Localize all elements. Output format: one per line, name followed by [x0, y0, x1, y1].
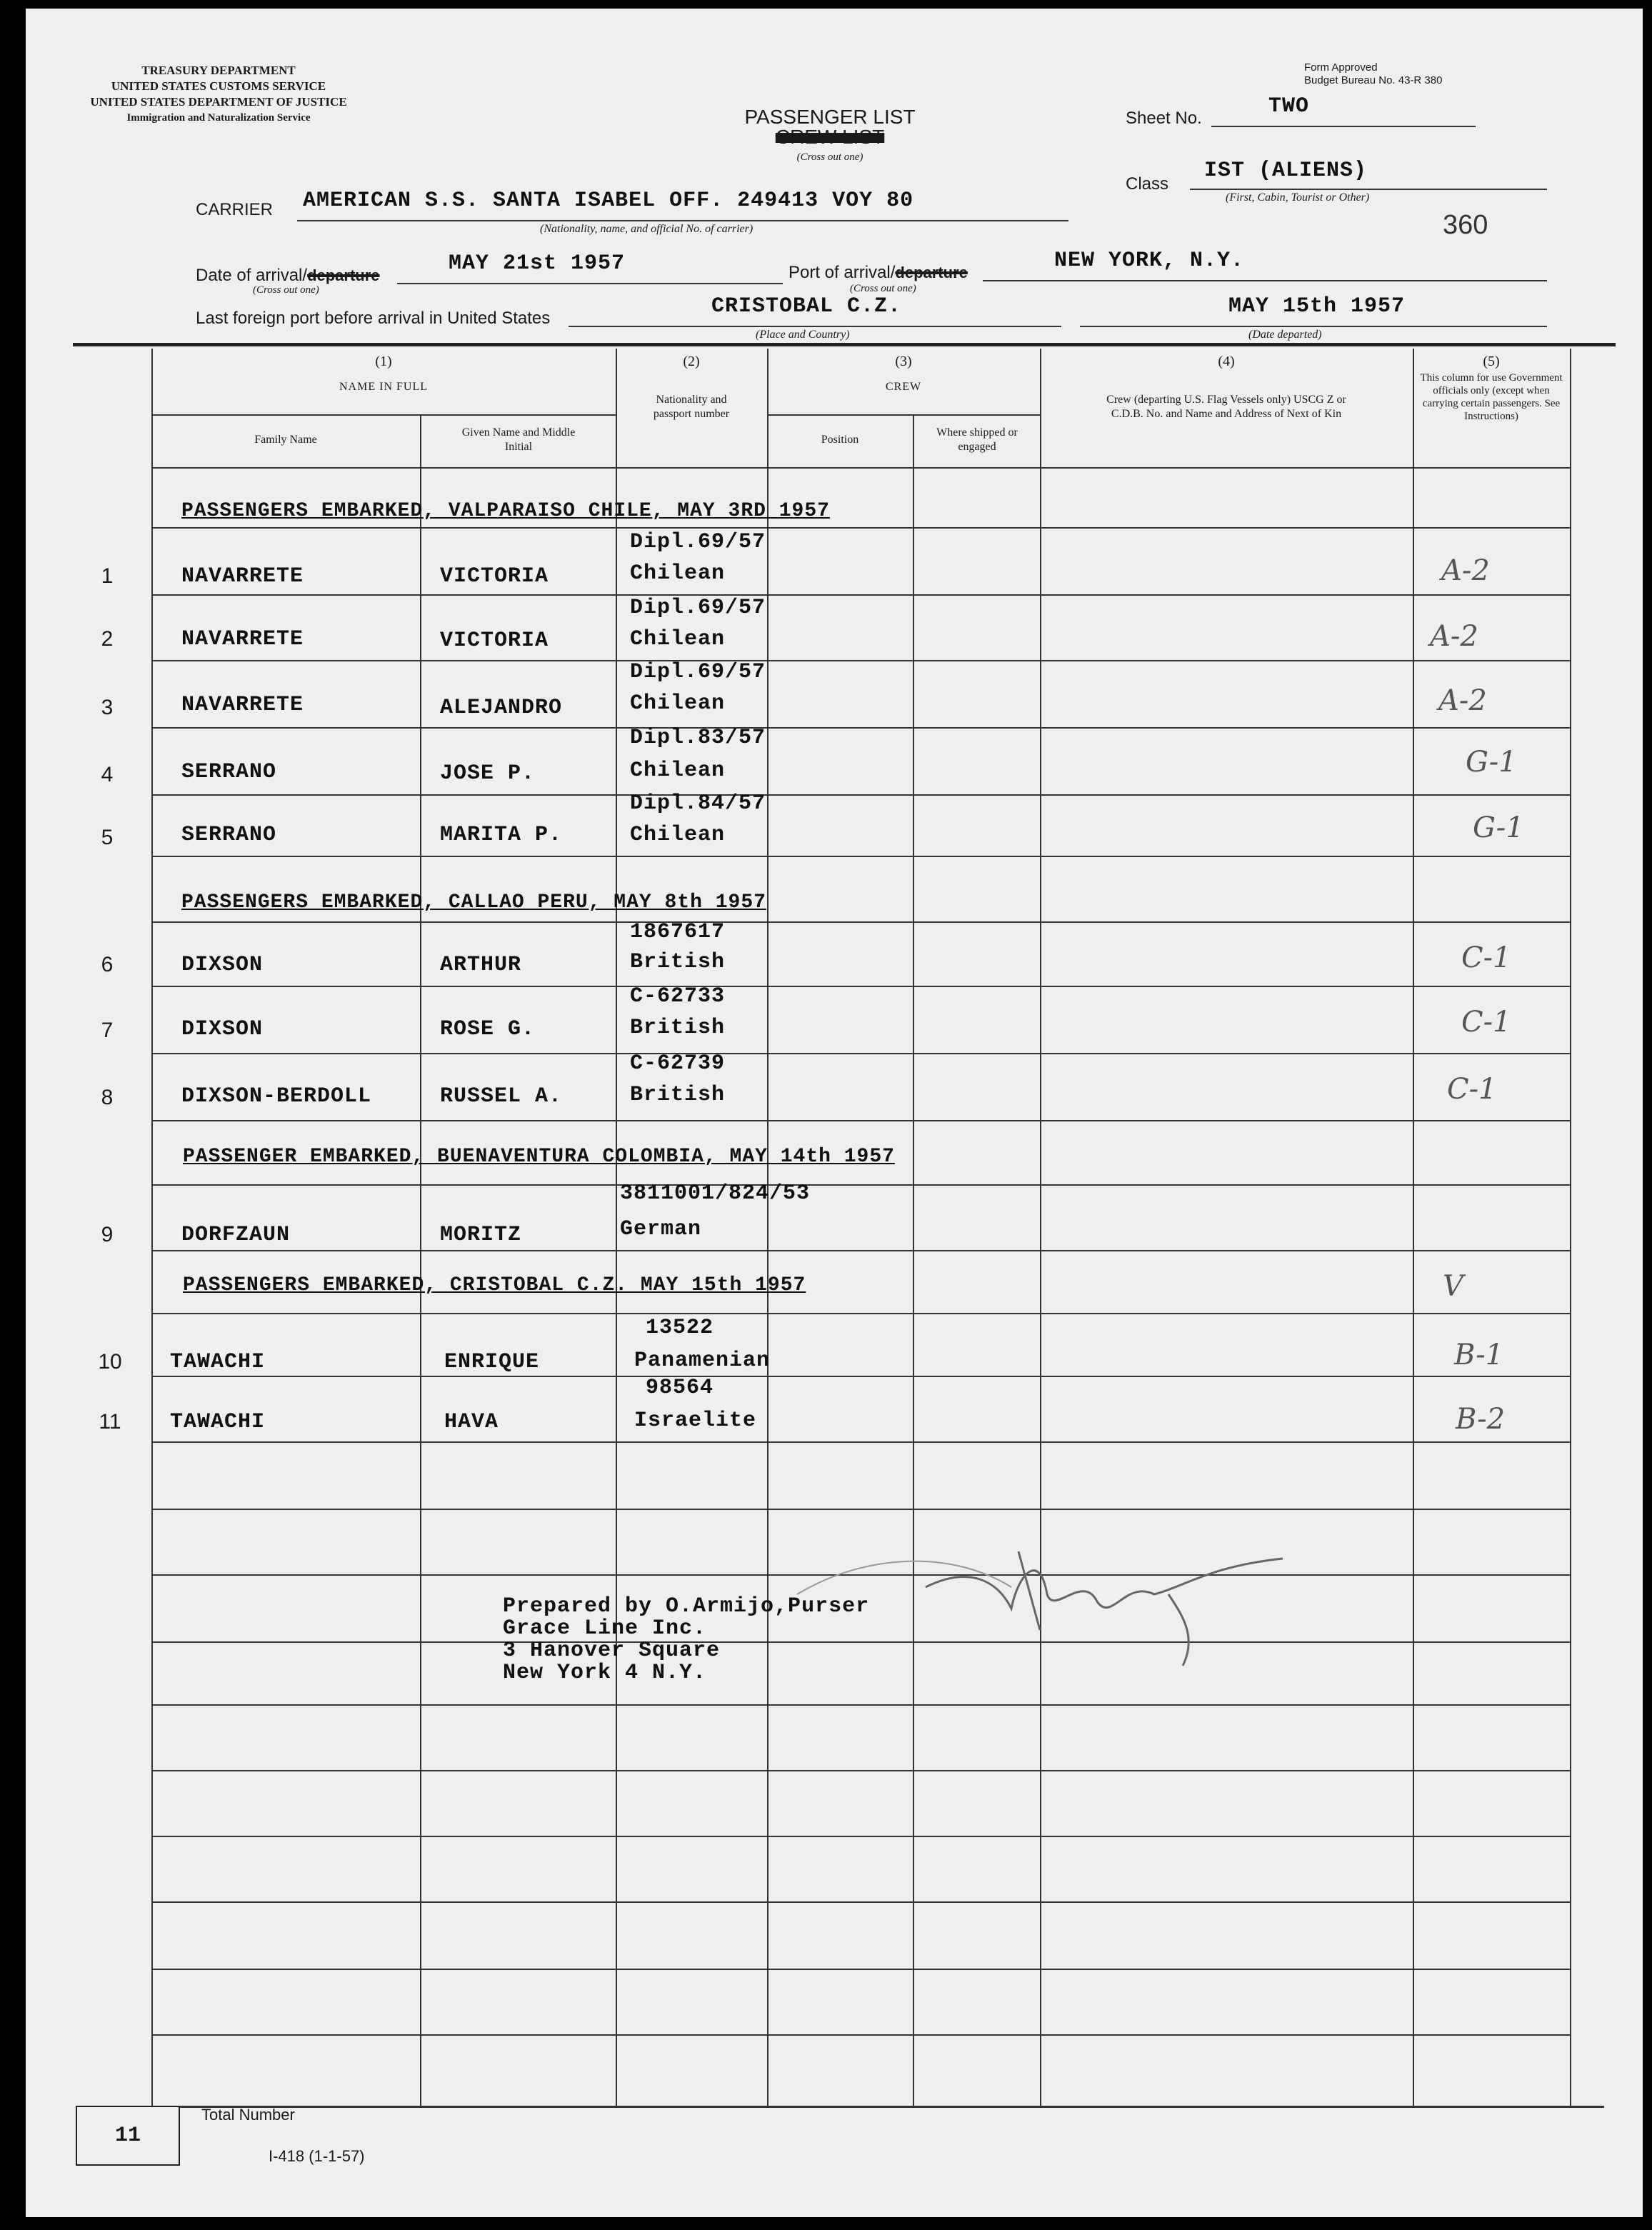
section-header: PASSENGERS EMBARKED, CRISTOBAL C.Z. MAY 15th 1957 — [183, 1274, 806, 1296]
passport-number: Dipl.84/57 — [630, 791, 766, 816]
official-mark: C-1 — [1447, 1073, 1497, 1106]
dept-line: UNITED STATES CUSTOMS SERVICE — [111, 79, 326, 93]
given-name: ROSE G. — [440, 1017, 536, 1041]
title-passenger-list: PASSENGER LIST — [744, 106, 916, 128]
total-number-box — [76, 2106, 180, 2166]
row-number: 9 — [101, 1223, 114, 1246]
family-name: DIXSON — [181, 953, 264, 977]
prepared-line: New York 4 N.Y. — [503, 1661, 707, 1685]
family-name: TAWACHI — [170, 1350, 266, 1374]
given-name: VICTORIA — [440, 564, 549, 589]
prepared-line: Grace Line Inc. — [503, 1616, 707, 1641]
col2-number: (2) — [683, 354, 700, 369]
row-number: 6 — [101, 953, 114, 976]
official-mark: G-1 — [1473, 811, 1524, 844]
row-number: 2 — [101, 627, 114, 651]
cross-out-note: (Cross out one) — [796, 151, 863, 163]
nationality: Chilean — [630, 759, 726, 783]
given-name: HAVA — [444, 1410, 499, 1434]
row-number: 7 — [101, 1019, 114, 1042]
official-mark: C-1 — [1461, 941, 1511, 974]
col1-number: (1) — [375, 354, 392, 369]
date-departed-value: MAY 15th 1957 — [1228, 294, 1406, 319]
official-mark: B-1 — [1454, 1339, 1504, 1371]
port-of-arrival-value: NEW YORK, N.Y. — [1054, 249, 1245, 273]
total-number-label: Total Number — [201, 2106, 295, 2124]
row-number: 10 — [98, 1350, 122, 1374]
col5-title: This column for use Government officials only (except when carrying certain passengers. See Instructions) — [1420, 372, 1563, 422]
col4-title: Crew (departing U.S. Flag Vessels only) USCG Z or C.D.B. No. and Name and Address of Next of Kin — [1106, 394, 1346, 420]
col1a-family-name: Family Name — [254, 434, 317, 446]
family-name: SERRANO — [181, 760, 277, 784]
col4-number: (4) — [1218, 354, 1235, 369]
official-mark: A-2 — [1438, 684, 1487, 717]
row-number: 4 — [101, 763, 114, 786]
carrier-label: CARRIER — [196, 200, 274, 219]
given-name: ALEJANDRO — [440, 696, 563, 720]
given-name: MARITA P. — [440, 823, 563, 847]
family-name: DORFZAUN — [181, 1223, 291, 1247]
passport-number: Dipl.83/57 — [630, 726, 766, 750]
class-label: Class — [1126, 174, 1169, 194]
col3b-where-shipped: Where shipped or engaged — [936, 426, 1018, 453]
form-approved-line: Form Approved — [1304, 61, 1378, 74]
row-number: 11 — [99, 1410, 121, 1434]
passport-number: 1867617 — [630, 920, 726, 944]
col3a-position: Position — [821, 434, 859, 446]
passport-number: Dipl.69/57 — [630, 530, 766, 554]
passport-number: 13522 — [646, 1316, 714, 1340]
given-name: ARTHUR — [440, 953, 522, 977]
given-name: VICTORIA — [440, 629, 549, 653]
official-mark: A-2 — [1441, 554, 1490, 587]
last-port-note: (Place and Country) — [756, 329, 850, 341]
official-mark: A-2 — [1430, 620, 1478, 653]
date-of-arrival-value: MAY 21st 1957 — [449, 251, 626, 276]
nationality: Chilean — [630, 561, 726, 586]
official-mark: V — [1443, 1270, 1463, 1303]
departure-struck: departure — [307, 266, 380, 284]
family-name: TAWACHI — [170, 1410, 266, 1434]
col1b-given-name: Given Name and Middle Initial — [461, 426, 576, 453]
section-header: PASSENGER EMBARKED, BUENAVENTURA COLOMBIA, MAY 14th 1957 — [183, 1146, 895, 1168]
col5-number: (5) — [1483, 354, 1500, 369]
passport-number: C-62739 — [630, 1051, 726, 1076]
passport-number: Dipl.69/57 — [630, 596, 766, 620]
col3-number: (3) — [895, 354, 912, 369]
passenger-list-sheet — [26, 9, 1643, 2217]
passport-number: Dipl.69/57 — [630, 660, 766, 684]
nationality: British — [630, 1083, 726, 1107]
last-port-label: Last foreign port before arrival in United States — [196, 309, 551, 328]
family-name: NAVARRETE — [181, 627, 304, 651]
dept-line: TREASURY DEPARTMENT — [141, 64, 296, 77]
sheet-label: Sheet No. — [1126, 109, 1202, 128]
date-departed-note: (Date departed) — [1248, 329, 1322, 341]
dept-line: Immigration and Naturalization Service — [126, 112, 311, 124]
form-number: I-418 (1-1-57) — [269, 2147, 365, 2165]
stamp-number: 360 — [1443, 210, 1488, 240]
given-name: JOSE P. — [440, 761, 536, 786]
title-crew-list-struck: CREW LIST — [775, 126, 885, 148]
col1-title: NAME IN FULL — [339, 381, 428, 393]
official-mark: B-2 — [1456, 1403, 1506, 1436]
nationality: Chilean — [630, 691, 726, 716]
official-mark: C-1 — [1461, 1006, 1511, 1039]
dept-line: UNITED STATES DEPARTMENT OF JUSTICE — [90, 95, 347, 109]
port-departure-struck: departure — [895, 264, 968, 281]
row-number: 1 — [101, 564, 114, 588]
col3-title: CREW — [885, 381, 922, 393]
nationality: British — [630, 1016, 726, 1040]
row-number: 3 — [101, 696, 114, 719]
family-name: NAVARRETE — [181, 564, 304, 589]
nationality: Chilean — [630, 823, 726, 847]
port-label: Port of arrival/ — [789, 263, 896, 282]
class-value: IST (ALIENS) — [1204, 159, 1368, 183]
row-number: 8 — [101, 1086, 114, 1109]
family-name: SERRANO — [181, 823, 277, 847]
passport-number: 98564 — [646, 1376, 714, 1400]
row-number: 5 — [101, 826, 114, 849]
class-note: (First, Cabin, Tourist or Other) — [1226, 191, 1370, 204]
nationality: Panamenian — [634, 1349, 771, 1373]
official-mark: G-1 — [1466, 746, 1517, 779]
nationality: German — [620, 1217, 702, 1241]
passport-number: C-62733 — [630, 984, 726, 1009]
prepared-line: 3 Hanover Square — [503, 1639, 721, 1663]
port-cross-out-note: (Cross out one) — [850, 283, 916, 294]
nationality: Chilean — [630, 627, 726, 651]
passenger-table — [26, 9, 1643, 2217]
family-name: NAVARRETE — [181, 693, 304, 717]
signature-scrawl — [783, 1509, 1326, 1680]
section-header: PASSENGERS EMBARKED, CALLAO PERU, MAY 8th 1957 — [181, 891, 766, 914]
family-name: DIXSON-BERDOLL — [181, 1084, 372, 1109]
given-name: MORITZ — [440, 1223, 522, 1247]
nationality: Israelite — [634, 1409, 757, 1433]
total-number: 11 — [114, 2124, 141, 2148]
col2-title: Nationality and passport number — [653, 394, 730, 420]
family-name: DIXSON — [181, 1017, 264, 1041]
given-name: RUSSEL A. — [440, 1084, 563, 1109]
carrier-value: AMERICAN S.S. SANTA ISABEL OFF. 249413 VOY 80 — [303, 189, 914, 213]
date-label: Date of arrival/ — [196, 266, 308, 285]
nationality: British — [630, 950, 726, 974]
date-cross-out-note: (Cross out one) — [253, 284, 319, 296]
carrier-note: (Nationality, name, and official No. of carrier) — [540, 223, 754, 235]
section-header: PASSENGERS EMBARKED, VALPARAISO CHILE, MAY 3RD 1957 — [181, 500, 830, 522]
sheet-value: TWO — [1268, 94, 1310, 119]
passport-number: 3811001/824/53 — [620, 1181, 811, 1206]
last-port-value: CRISTOBAL C.Z. — [711, 294, 902, 319]
prepared-line: Prepared by O.Armijo,Purser — [503, 1594, 870, 1619]
given-name: ENRIQUE — [444, 1350, 540, 1374]
form-approved-line: Budget Bureau No. 43-R 380 — [1304, 74, 1443, 86]
